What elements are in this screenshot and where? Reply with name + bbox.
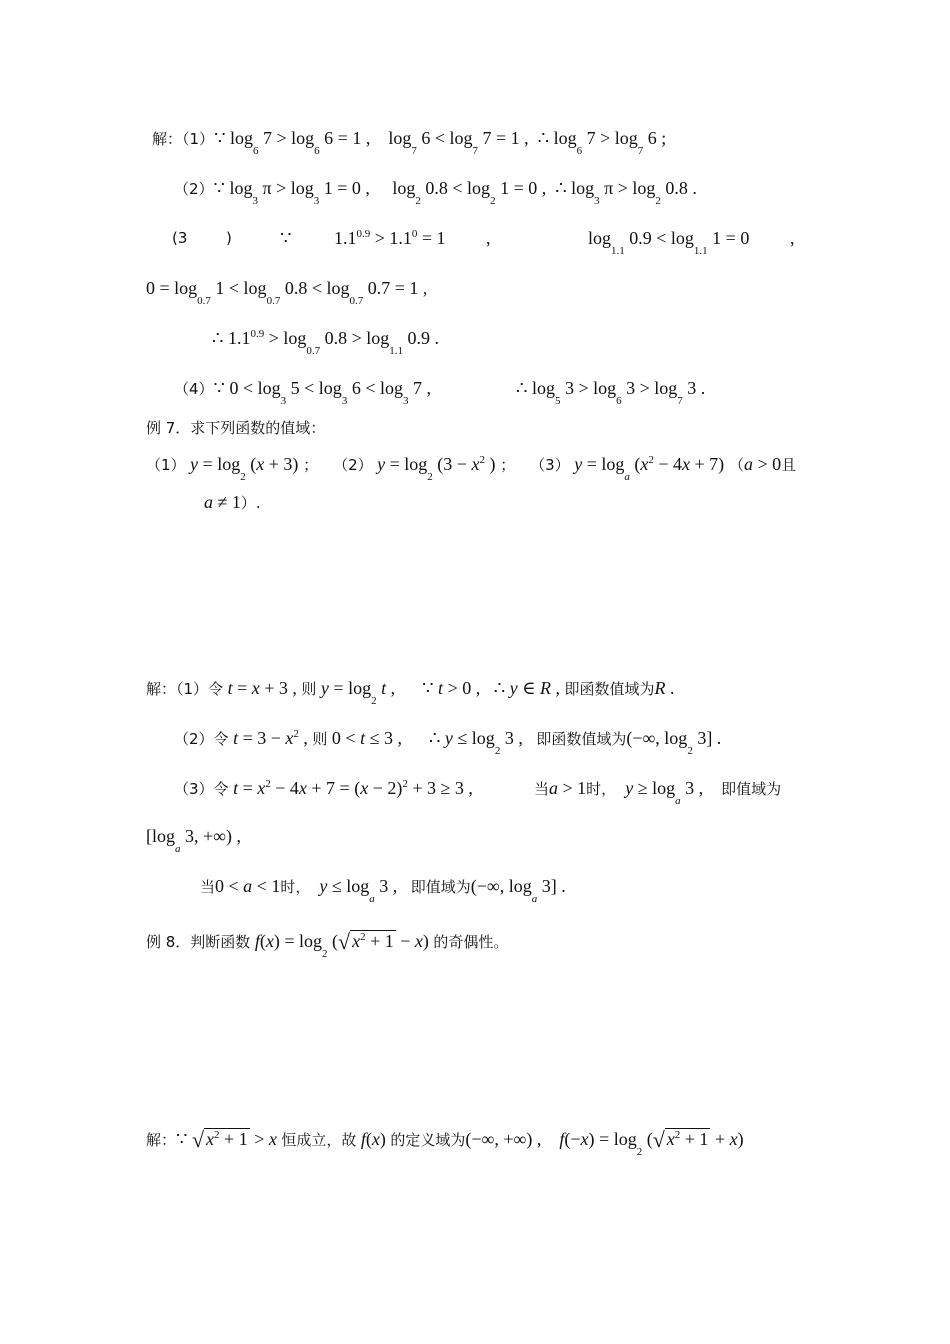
sol7-line-1: 解：（1）令 t = x + 3 , 则 $y = \log_2 t$ , ∵ t > 0 , ∴ y ∈ R , 即函数值域为R . [146, 678, 675, 707]
sol7-line-2: （2）令 $t = 3 - x^2$ , 则 0 < t ≤ 3 , ∴ $y \le \log_2 3$ , 即函数值域为(−∞, $\log_2 3$] . [174, 728, 722, 757]
sol7-line-3: （3）令 $t = x^2 - 4x + 7 = (x - 2)^2 + 3 \ge 3$ , 当a > 1时， $y \ge \log_a 3$ , 即值域为 [174, 778, 782, 807]
example-8-title: 例 8．判断函数 $f(x) = \log_2$ (√ $x^2 + 1 - x$) 的奇偶性。 [146, 929, 509, 960]
sol8-line-1: 解：∵ √ $x^2 + 1 > x$ 恒成立，故 f(x) 的定义域为(−∞, +∞) , $f(-x) = \log_2$ (√ $x^2 + 1 + x$) [146, 1127, 744, 1158]
sol7-line-4: [$\log_a$ 3, +∞) , [146, 826, 241, 855]
sol6-line-5: ∴ $1.1^{0.9} > \log_{0.7} 0.8 > \log_{1.1} 0.9$ . [212, 328, 440, 357]
sol6-line-1: 解：（1）∵ $\log_6 7 > \log_6 6 = 1$ , $\log_7 6 < \log_7 7 = 1$ , ∴ $\log_6 7 > \log_7 6$ ; [152, 128, 667, 157]
example-7-questions: （1） $y = \log_2 (x + 3)$ ； （2） $y = \log_2 (3 - x^2$ ) ； （3） $y = \log_a (x^2 - 4x + 7) (a > 0$且 [146, 454, 797, 483]
example-7-title: 例 7．求下列函数的值域： [146, 419, 326, 437]
sol7-line-5: 当0 < a < 1时， $y \le \log_a 3$ , 即值域为(−∞, $\log_a 3$] . [200, 876, 566, 905]
sol6-line-2: （2）∵ $\log_3 \pi > \log_3 1 = 0$ , $\log_2 0.8 < \log_2 1 = 0$ , ∴ $\log_3 \pi > \log_2 0.8$ . [174, 178, 697, 207]
sol6-line-4: $0 = \log_{0.7} 1 < \log_{0.7} 0.8 < \log_{0.7} 0.7 = 1$ , [146, 278, 428, 307]
example-7-condition: a ≠ 1）. [204, 492, 261, 512]
sol6-line-3: (3 ) ∵ $1.1^{0.9} > 1.1^0 = 1$ , $\log_{1.1} 0.9 < \log_{1.1} 1 = 0$ , [172, 228, 795, 257]
sol6-line-6: （4）∵ $0 < \log_3 5 < \log_3 6 < \log_3 7$ , ∴ $\log_5 3 > \log_6 3 > \log_7 3$ . [174, 378, 706, 407]
jie-label: 解： [152, 130, 183, 148]
